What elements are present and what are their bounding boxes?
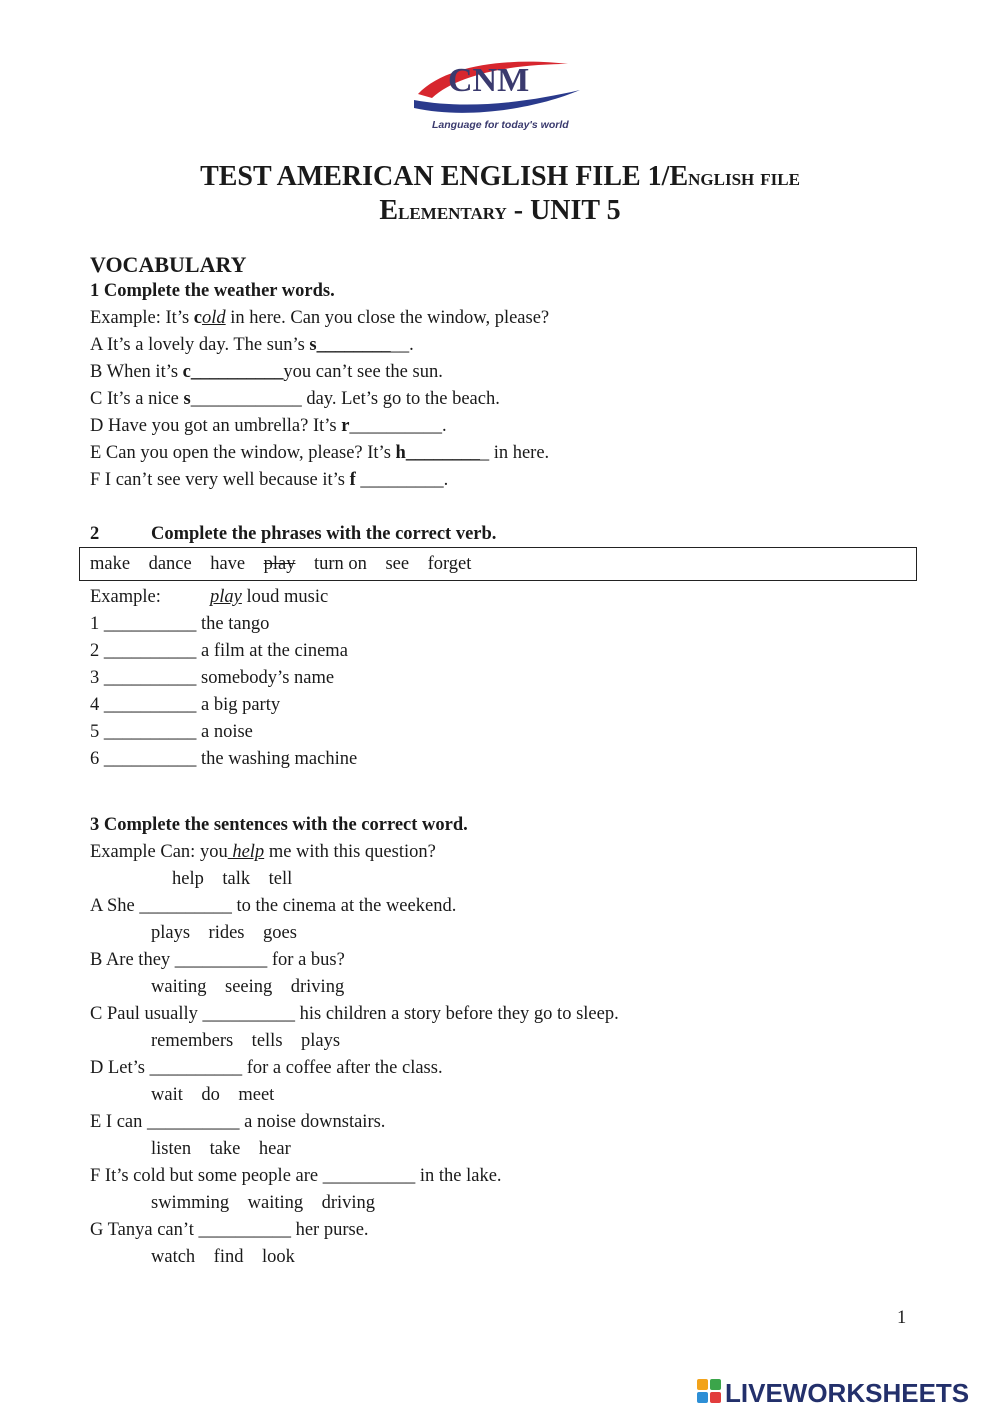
- cnm-logo: [408, 58, 588, 136]
- word-turn-on: turn on: [314, 554, 367, 574]
- section2-item-1: 1 __________ the tango: [90, 614, 270, 634]
- section2-item-3: 3 __________ somebody’s name: [90, 668, 335, 688]
- section3-item-e-options: listen take hear: [151, 1139, 291, 1159]
- page-title-line1: TEST AMERICAN ENGLISH FILE 1/English file: [200, 161, 800, 192]
- watermark-text: LIVEWORKSHEETS: [725, 1378, 970, 1408]
- page-number: 1: [897, 1308, 907, 1328]
- word-see: see: [385, 554, 410, 574]
- section3-item-d: D Let’s __________ for a coffee after the class.: [90, 1058, 443, 1078]
- section3-item-d-options: wait do meet: [151, 1085, 275, 1105]
- section2-item-2: 2 __________ a film at the cinema: [90, 641, 348, 661]
- section3-item-g-options: watch find look: [151, 1247, 295, 1267]
- section3-heading: 3 Complete the sentences with the correct word.: [90, 815, 468, 835]
- section3-item-c-options: remembers tells plays: [151, 1031, 341, 1051]
- word-box-words: [90, 553, 471, 575]
- section3-item-f: F It’s cold but some people are __________ in the lake.: [90, 1166, 502, 1186]
- section2-example-label: Example:: [90, 587, 161, 607]
- word-make: make: [90, 554, 131, 574]
- section3-item-c: C Paul usually __________ his children a story before they go to sleep.: [90, 1004, 619, 1024]
- section3-item-a-options: plays rides goes: [151, 923, 297, 943]
- liveworksheets-icon: [697, 1379, 721, 1403]
- section1-example: Example: It’s cold in here. Can you close the window, please?: [90, 308, 550, 328]
- section3-item-e: E I can __________ a noise downstairs.: [90, 1112, 386, 1132]
- section3-example: Example Can: you help me with this question?: [90, 842, 436, 862]
- section3-item-g: G Tanya can’t __________ her purse.: [90, 1220, 369, 1240]
- section3-item-f-options: swimming waiting driving: [151, 1193, 376, 1213]
- section3-example-options: help talk tell: [172, 869, 293, 889]
- word-play: play: [263, 554, 296, 574]
- section2-item-5: 5 __________ a noise: [90, 722, 253, 742]
- logo-brand: CNM: [448, 62, 530, 99]
- section1-item-a: A It’s a lovely day. The sun’s s__________.: [90, 335, 414, 355]
- logo-tagline: Language for today's world: [432, 119, 569, 131]
- section1-item-e: E Can you open the window, please? It’s h_________ in here.: [90, 443, 550, 463]
- section2-number: 2: [90, 524, 100, 544]
- section1-item-d: D Have you got an umbrella? It’s r__________.: [90, 416, 447, 436]
- section1-heading: 1 Complete the weather words.: [90, 281, 335, 301]
- section1-item-f: F I can’t see very well because it’s f _________.: [90, 470, 449, 490]
- vocabulary-heading: VOCABULARY: [90, 252, 247, 277]
- section2-item-4: 4 __________ a big party: [90, 695, 281, 715]
- section3-item-b-options: waiting seeing driving: [151, 977, 345, 997]
- word-dance: dance: [148, 554, 192, 574]
- section1-item-b: B When it’s c__________you can’t see the sun.: [90, 362, 443, 382]
- section2-item-6: 6 __________ the washing machine: [90, 749, 358, 769]
- section2-heading: Complete the phrases with the correct verb.: [151, 524, 497, 544]
- section1-item-c: C It’s a nice s____________ day. Let’s go to the beach.: [90, 389, 500, 409]
- page-title-line2: Elementary - UNIT 5: [379, 195, 621, 226]
- liveworksheets-watermark: [697, 1375, 997, 1409]
- word-forget: forget: [427, 554, 472, 574]
- section3-item-a: A She __________ to the cinema at the weekend.: [90, 896, 457, 916]
- word-have: have: [210, 554, 246, 574]
- section2-example: play loud music: [210, 587, 329, 607]
- section3-item-b: B Are they __________ for a bus?: [90, 950, 345, 970]
